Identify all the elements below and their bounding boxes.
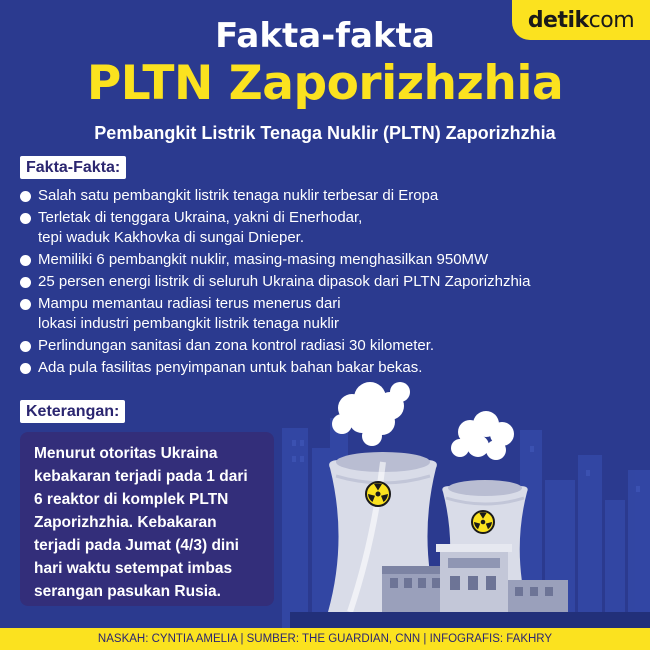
subtitle: Pembangkit Listrik Tenaga Nuklir (PLTN) Zaporizhzhia [94,123,556,143]
footer-credits [0,628,650,650]
note-text: Menurut otoritas Ukraina kebakaran terjadi pada 1 dari 6 reaktor di komplek PLTN Zaporizhzhia. Kebakaran terjadi pada Jumat (4/3) dini hari waktu setempat imbas serangan pasukan Rusia. [34,445,248,600]
fact-line: Perlindungan sanitasi dan zona kontrol radiasi 30 kilometer. [38,337,435,354]
fact-item [18,250,638,270]
note-box [20,432,274,606]
title-top: Fakta-fakta [215,16,435,56]
footer-text: NASKAH: CYNTIA AMELIA | SUMBER: THE GUARDIAN, CNN | INFOGRAFIS: FAKHRY [97,633,553,645]
fact-item [18,272,638,292]
fact-line: Ada pula fasilitas penyimpanan untuk bahan bakar bekas. [38,359,423,376]
steam-cloud-icon-2 [451,411,514,460]
logo-prefix: detik [527,7,589,33]
nuclear-plant-illustration [290,380,650,630]
radiation-icon [366,482,390,506]
fact-item [18,358,638,378]
bullet-icon [20,255,31,266]
logo-suffix: com [588,7,635,33]
bullet-icon [20,277,31,288]
bullet-icon [20,363,31,374]
fact-line: Terletak di tenggara Ukraina, yakni di Enerhodar, [38,209,363,226]
note-label: Keterangan: [20,400,125,423]
fact-line: Memiliki 6 pembangkit nuklir, masing-masing menghasilkan 950MW [38,251,489,268]
bullet-icon [20,341,31,352]
page-title: PLTN Zaporizhzhia [86,56,564,111]
bullet-icon [20,213,31,224]
radiation-icon-2 [472,511,494,533]
bullet-icon [20,299,31,310]
fact-line: Mampu memantau radiasi terus menerus dari [38,295,341,312]
steam-cloud-icon [332,382,410,446]
facts-label: Fakta-Fakta: [20,156,126,179]
facts-list [18,186,638,380]
fact-line-continued: tepi waduk Kakhovka di sungai Dnieper. [38,229,305,246]
bullet-icon [20,191,31,202]
fact-item [18,336,638,356]
fact-line: 25 persen energi listrik di seluruh Ukraina dipasok dari PLTN Zaporizhzhia [38,273,531,290]
fact-item [18,186,638,206]
fact-item [18,208,638,248]
fact-line-continued: lokasi industri pembangkit listrik tenaga nuklir [38,315,339,332]
fact-line: Salah satu pembangkit listrik tenaga nuklir terbesar di Eropa [38,187,439,204]
fact-item [18,294,638,334]
